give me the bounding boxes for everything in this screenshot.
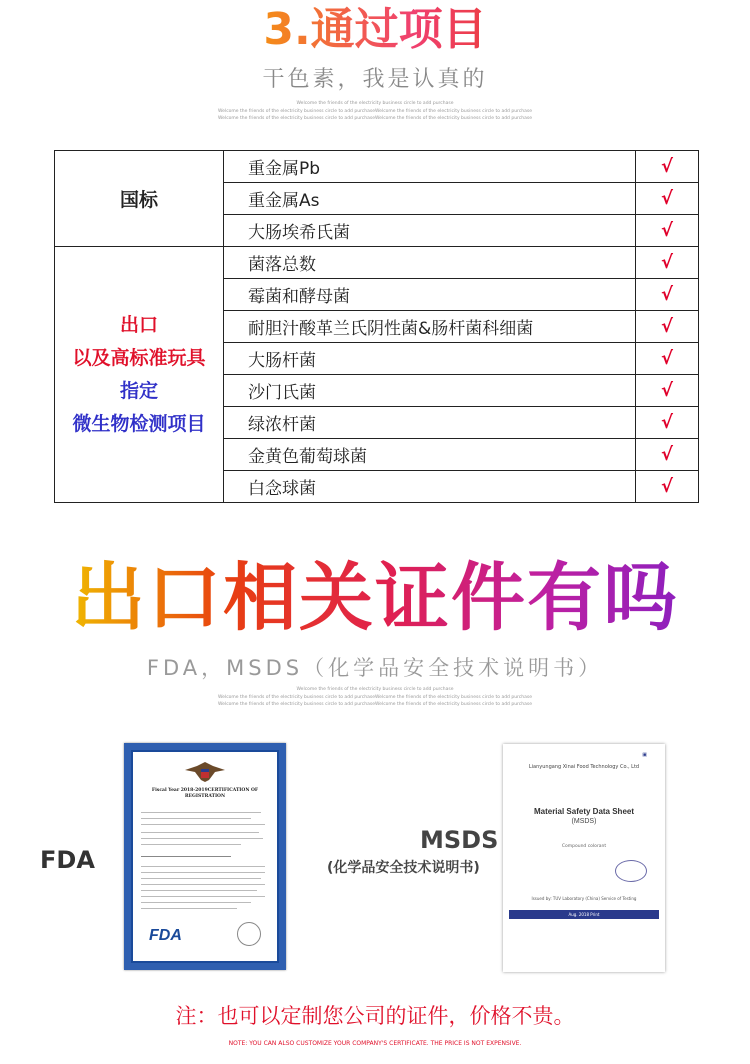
- test-item: 菌落总数: [224, 247, 636, 279]
- text-line: [141, 884, 265, 885]
- tiny-caption: Welcome the friends of the electricity business circle to add purchaseWelcome the friends of the electricity business circle to add purchase: [217, 695, 532, 700]
- text-line: [141, 812, 261, 813]
- check-mark: √: [636, 215, 699, 247]
- msds-certificate-image: [503, 744, 665, 972]
- test-item: 白念球菌: [224, 471, 636, 503]
- text-line: [141, 890, 257, 891]
- msds-label-subtitle: (化学品安全技术说明书): [327, 860, 480, 876]
- check-mark: √: [636, 471, 699, 503]
- text-line: [141, 908, 237, 909]
- check-mark: √: [636, 439, 699, 471]
- msds-document-title: Material Safety Data Sheet: [533, 807, 635, 816]
- section-title-export-certificates: 出口相关证件有吗: [0, 548, 750, 648]
- test-item: 大肠杆菌: [224, 343, 636, 375]
- seal-icon: [237, 922, 261, 946]
- text-line: [141, 902, 251, 903]
- category-line: 指定: [119, 379, 158, 402]
- check-mark: √: [636, 247, 699, 279]
- text-line: [141, 856, 231, 857]
- test-item: 耐胆汁酸革兰氏阴性菌&肠杆菌科细菌: [224, 311, 636, 343]
- msds-issuer: Issued by: TUV Laboratory (China) Service of Testing: [531, 896, 637, 901]
- fda-certificate-image: [124, 743, 286, 970]
- text-line: [141, 838, 263, 839]
- text-line: [141, 896, 265, 897]
- test-item: 重金属Pb: [224, 151, 636, 183]
- text-line: [141, 818, 251, 819]
- msds-product: Compound colorant: [561, 844, 607, 849]
- tiny-caption: Welcome the friends of the electricity business circle to add purchaseWelcome the friends of the electricity business circle to add purchase: [217, 109, 532, 114]
- category-line: 以及高标准玩具: [72, 346, 206, 369]
- test-item: 大肠埃希氏菌: [224, 215, 636, 247]
- section-subtitle: 干色素，我是认真的: [262, 67, 488, 92]
- tiny-caption: Welcome the friends of the electricity business circle to add purchase: [296, 687, 454, 692]
- test-item: 绿浓杆菌: [224, 407, 636, 439]
- lab-logo-icon: ▣: [642, 752, 647, 758]
- stamp-icon: [615, 860, 647, 882]
- check-mark: √: [636, 183, 699, 215]
- section-subtitle: FDA，MSDS（化学品安全技术说明书）: [146, 656, 604, 680]
- custom-certificate-note: 注：也可以定制您公司的证件，价格不贵。: [175, 1004, 575, 1028]
- check-mark: √: [636, 279, 699, 311]
- check-mark: √: [636, 343, 699, 375]
- tiny-caption: Welcome the friends of the electricity business circle to add purchase: [296, 101, 454, 106]
- category-line: 出口: [119, 313, 158, 336]
- msds-document-subtitle: (MSDS): [571, 818, 597, 825]
- text-line: [141, 832, 259, 833]
- msds-label: MSDS: [420, 826, 499, 854]
- msds-company: Lianyungang Xinai Food Technology Co., Ltd: [528, 764, 640, 770]
- category-export-microbial: [55, 247, 224, 503]
- test-item: 霉菌和酵母菌: [224, 279, 636, 311]
- check-mark: √: [636, 375, 699, 407]
- test-item: 金黄色葡萄球菌: [224, 439, 636, 471]
- table-row: [55, 151, 699, 183]
- category-national-standard: 国标: [55, 151, 224, 247]
- fda-label: FDA: [40, 846, 95, 874]
- custom-certificate-note-en: NOTE: YOU CAN ALSO CUSTOMIZE YOUR COMPANY'S CERTIFICATE. THE PRICE IS NOT EXPENSIVE.: [228, 1040, 522, 1047]
- text-line: [141, 866, 265, 867]
- fda-certificate-page: [131, 750, 279, 963]
- section-title-tested-items: 3.通过项目: [0, 2, 750, 58]
- eagle-emblem-icon: [183, 760, 227, 784]
- check-mark: √: [636, 311, 699, 343]
- fda-logo: FDA: [149, 927, 182, 944]
- text-line: [141, 824, 265, 825]
- test-item: 重金属As: [224, 183, 636, 215]
- tiny-caption: Welcome the friends of the electricity business circle to add purchaseWelcome the friends of the electricity business circle to add purchase: [217, 116, 532, 121]
- text-line: [141, 878, 261, 879]
- fda-certificate-title: Fiscal Year 2018-2019CERTIFICATION OF REGISTRATION: [151, 788, 259, 799]
- text-line: [141, 844, 241, 845]
- category-line: 微生物检测项目: [72, 412, 206, 435]
- msds-print-bar: Aug. 2018 Print: [509, 910, 659, 919]
- test-item: 沙门氏菌: [224, 375, 636, 407]
- tiny-caption: Welcome the friends of the electricity business circle to add purchaseWelcome the friends of the electricity business circle to add purchase: [217, 702, 532, 707]
- check-mark: √: [636, 407, 699, 439]
- table-row: [55, 247, 699, 279]
- test-items-table: [54, 150, 699, 503]
- text-line: [141, 872, 265, 873]
- check-mark: √: [636, 151, 699, 183]
